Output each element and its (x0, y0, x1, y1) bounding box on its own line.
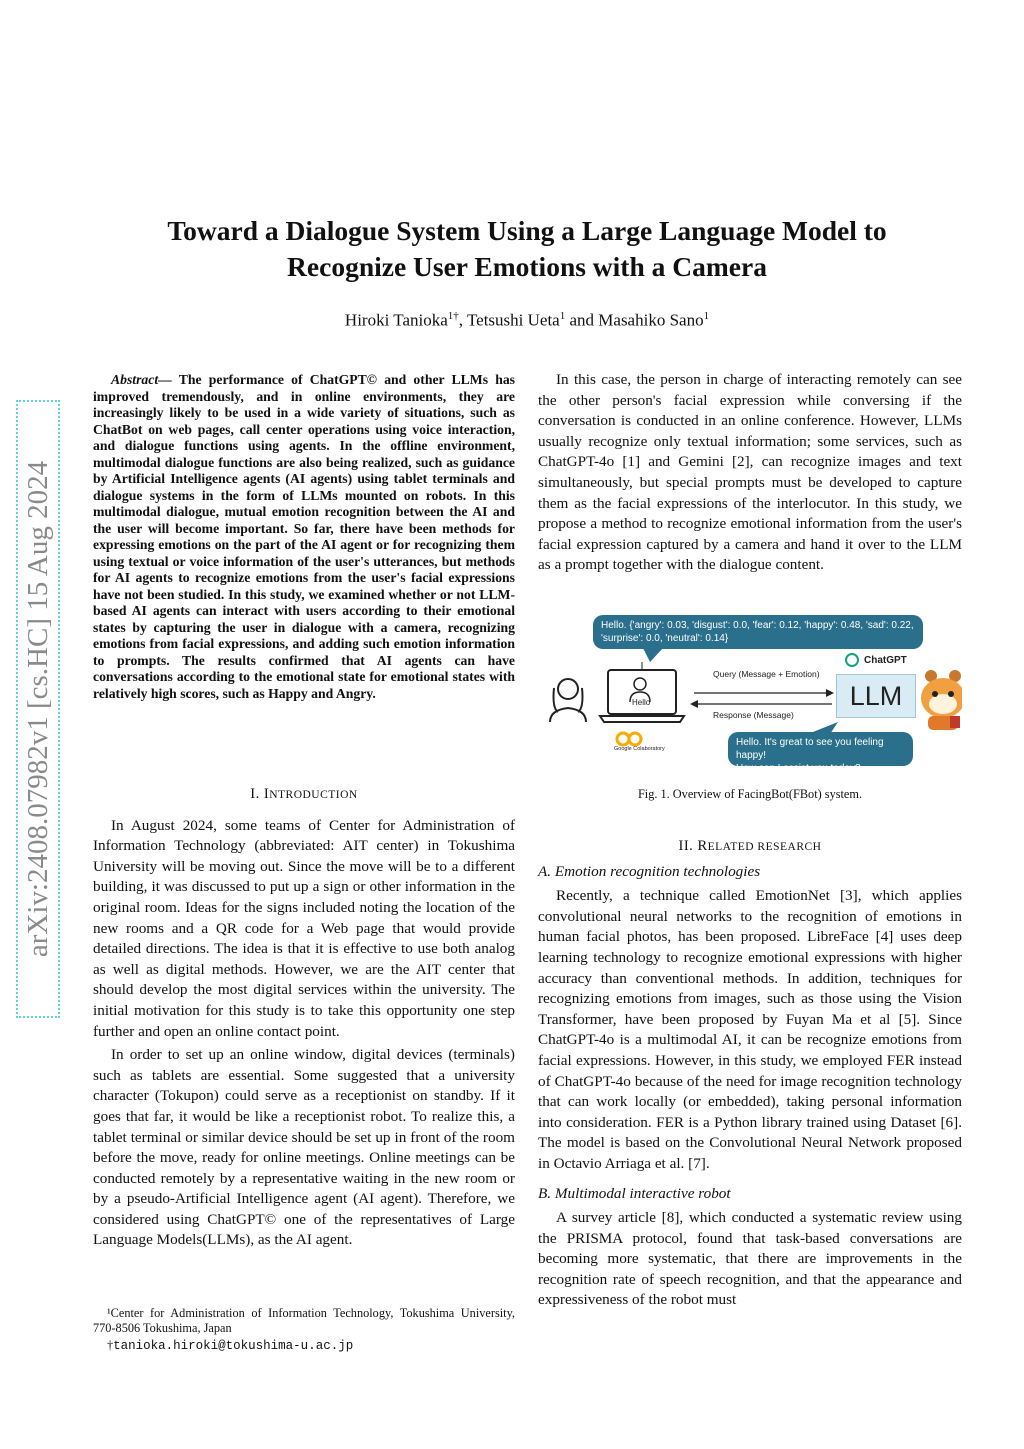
abstract-text: The performance of ChatGPT© and other LLMs has improved tremendously, and in online environments, they are increasingly likely to be used in a wide variety of situations, such as ChatBot on web pages, call center operations using voice interaction, and dialogue functions using agents. In the offline environment, multimodal dialogue functions are also being realized, such as guidance by Artificial Intelligence agents (AI agents) using tablet terminals and dialogue systems in the form of LLMs mounted on robots. In this multimodal dialogue, mutual emotion recognition between the AI and the user will become important. So far, there have been methods for expressing emotions on the part of the AI agent or for recognizing them using textual or voice information of the user's utterances, but methods for AI agents to recognize emotions from the user's facial expressions have not been studied. In this study, we examined whether or not LLM-based AI agents can interact with users according to their emotional states by capturing the user in dialogue with a camera, recognizing emotions from facial expressions, and adding such emotion information to prompts. The results confirmed that AI agents can have conversations according to the emotional state for emotional states with relatively high scores, such as Happy and Angry. (93, 372, 515, 701)
subsection-heading-a: A. Emotion recognition technologies (538, 862, 761, 880)
author-separator: and (565, 310, 599, 330)
author-3-affil: 1 (703, 310, 710, 322)
intro-paragraph-1: In August 2024, some teams of Center for Administration of Information Technology (abbreviated: AIT center) in Tokushima University will be moving out. Since the move will be to a different building, it was discussed to put up a sign or other information in the original room. Ideas for the signs included noting the location of the new rooms and a QR code for a Web page that would provide detailed directions. The idea is that it is effective to use both analog as well as digital methods. However, we are the AIT center that should develop the most digital services within the university. The initial motivation for this study is to take this opportunity one step further and open an online contact point. (93, 816, 515, 1040)
section-heading-introduction (93, 784, 515, 806)
arxiv-identifier: arXiv:2408.07982v1 [cs.HC] 15 Aug 2024 (16, 400, 60, 1018)
subsection-b-paragraph: A survey article [8], which conducted a systematic review using the PRISMA protocol, found that task-based conversations are becoming more systematic, that there are improvements in the recognition rate of speech recognition, and that the appearance and expressiveness of the robot must (538, 1209, 962, 1309)
bubble-line: Hello. {'angry': 0.03, 'disgust': 0.0, 'fear': 0.12, 'happy': 0.48, 'sad': 0.22, (601, 620, 914, 631)
chatgpt-logo-icon (846, 654, 858, 666)
right-intro-continued (538, 370, 962, 576)
footnotes (93, 1306, 515, 1354)
right-paragraph-1: In this case, the person in charge of interacting remotely can see the other person's facial expression while conversing if the conversation is conducted in an online conference. However, LLMs usually recognize only textual information; some services, such as ChatGPT-4o [1] and Gemini [2], can recognize images and text simultaneously, but special prompts must be developed to capture them as the facial expressions of the interlocutor. In this study, we propose a method to recognize emotional information from the user's facial expression captured by a camera and hand it over to the LLM as a prompt together with the dialogue content. (538, 371, 962, 574)
author-3: Masahiko Sano (598, 310, 704, 330)
llm-box: LLM (836, 674, 916, 718)
bubble-line: How can I assist you today? (736, 763, 861, 774)
bubble-line: 'surprise': 0.0, 'neutral': 0.14} (601, 633, 729, 644)
section-number: I. (250, 786, 264, 802)
section-heading-related (538, 836, 962, 858)
bubble-line: Hello. It's great to see you feeling happy! (736, 737, 884, 761)
introduction-section (93, 784, 515, 1251)
figure-1 (538, 612, 962, 772)
colab-logo-icon (617, 733, 641, 745)
author-1-affil: 1† (447, 310, 459, 322)
footnote-mark: † (107, 1338, 114, 1352)
chatgpt-label: ChatGPT (864, 655, 907, 666)
tokupon-mascot-icon (921, 670, 962, 730)
title-line-1: Toward a Dialogue System Using a Large Language Model to (167, 215, 887, 246)
section-number: II. (678, 838, 698, 854)
footnote-email (93, 1338, 515, 1354)
email-address: tanioka.hiroki@tokushima-u.ac.jp (113, 1339, 354, 1353)
author-separator: , (458, 310, 467, 330)
section-initial: R (697, 838, 708, 854)
related-research-section (538, 836, 962, 1311)
title-line-2: Recognize User Emotions with a Camera (287, 251, 767, 282)
response-label: Response (Message) (713, 710, 794, 720)
paper-title (90, 213, 964, 285)
laptop-screen-text: Hello (632, 698, 651, 707)
author-1: Hiroki Tanioka (344, 310, 448, 330)
intro-paragraph-2: In order to set up an online window, digital devices (terminals) such as tablets are essential. Some suggested that a university character (Tokupon) could serve as a receptionist on standby. If it goes that far, it would be like a receptionist robot. To realize this, a tablet terminal or similar device should be set up in front of the room before the move, ready for online meetings. Online meetings can be conducted remotely by a representative waiting in the new room or by a pseudo-Artificial Intelligence agent (AI agent). Therefore, we considered using ChatGPT© one of the representatives of Large Language Models(LLMs), as the AI agent. (93, 1046, 515, 1249)
author-2: Tetsushi Ueta (466, 310, 560, 330)
subsection-heading-b: B. Multimodal interactive robot (538, 1184, 731, 1202)
section-initial: I (263, 786, 270, 802)
bubble-tail (643, 648, 663, 662)
response-bubble (728, 732, 913, 774)
response-arrowhead (690, 700, 698, 708)
subsection-a-paragraph: Recently, a technique called EmotionNet [3], which applies convolutional neural networks to the recognition of emotions in human facial photos, has been proposed. LibreFace [4] uses deep learning technology to recognize emotional expressions with higher accuracy than conventional methods. In addition, techniques for recognizing emotions from images, such as those using the Vision Transformer, have been proposed by Fuyan Ma et al [5]. Since ChatGPT-4o is a multimodal AI, it can be recognize emotions from facial expressions. However, in this study, we employed FER instead of ChatGPT-4o because of the need for image recognition technology that can work locally (or embedded), taking personal information into consideration. FER is a Python library trained using Dataset [6]. The model is based on the Convolutional Neural Network proposed in Octavio Arriaga et al. [7]. (538, 887, 962, 1172)
query-arrowhead (826, 689, 834, 697)
query-label: Query (Message + Emotion) (713, 669, 820, 679)
section-rest: ELATED RESEARCH (707, 841, 822, 853)
user-icon (550, 679, 586, 722)
section-rest: NTRODUCTION (269, 789, 358, 801)
author-list (90, 310, 964, 331)
abstract (93, 372, 515, 702)
laptop-icon (600, 670, 684, 722)
abstract-lead: Abstract— (111, 372, 172, 387)
colab-label: Google Colaboratory (614, 746, 665, 752)
figure-caption: Fig. 1. Overview of FacingBot(FBot) system. (637, 787, 863, 801)
author-2-affil: 1 (559, 310, 566, 322)
footnote-affiliation: ¹Center for Administration of Information Technology, Tokushima University, 770-8506 Tokushima, Japan (93, 1306, 515, 1335)
